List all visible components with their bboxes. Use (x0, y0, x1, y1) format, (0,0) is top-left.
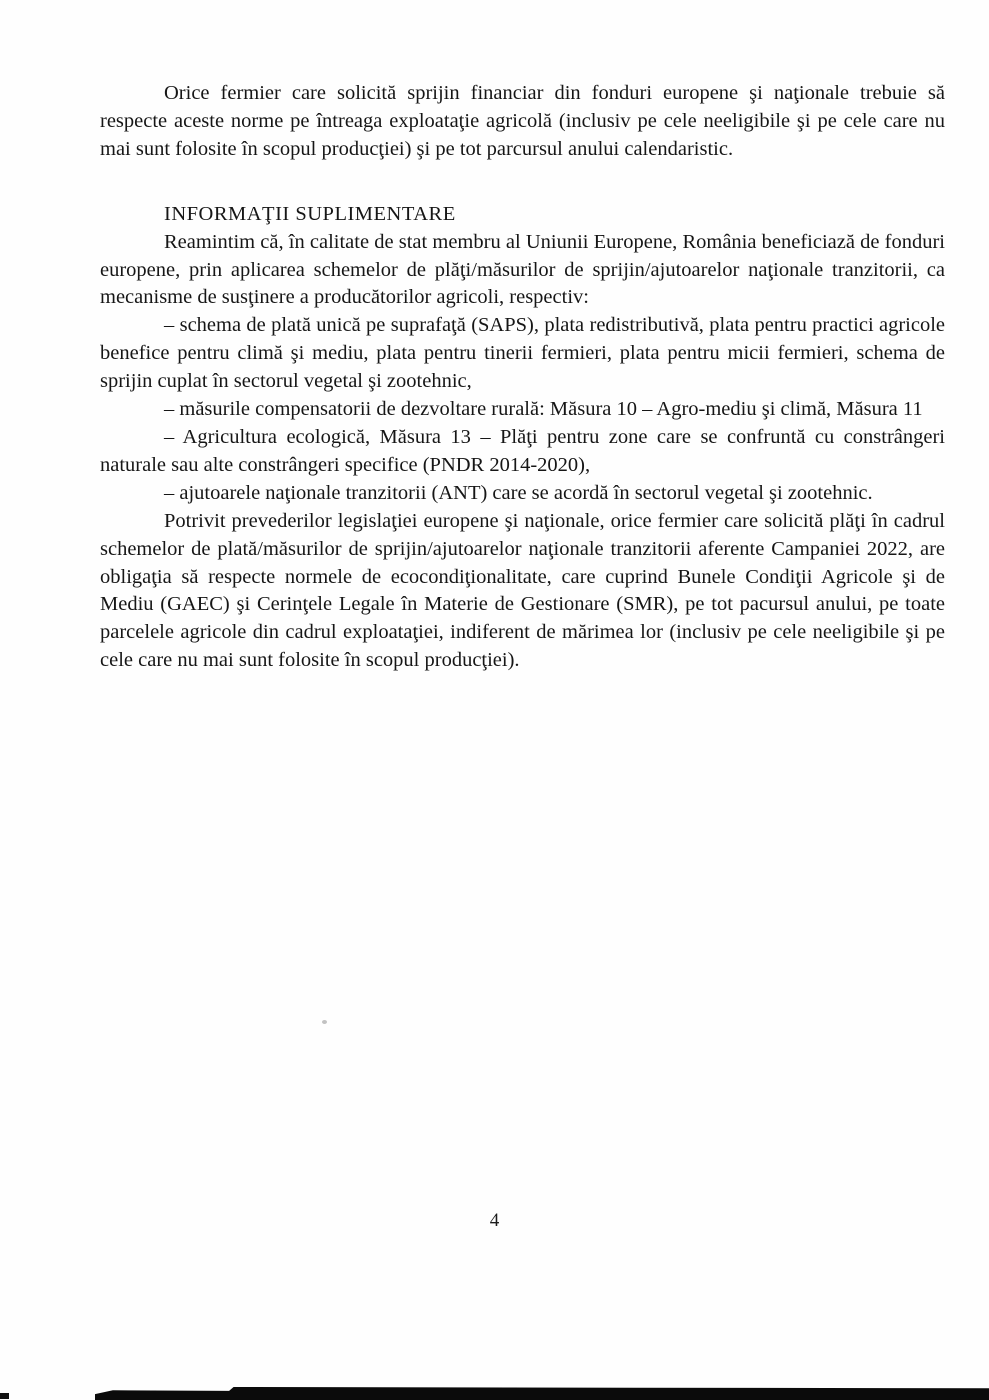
paragraph-intro: Orice fermier care solicită sprijin financiar din fonduri europene şi naţionale trebuie să respecte aceste norme pe întreaga exploataţie agricolă (inclusiv pe cele neeligibile şi pe cele care nu mai sunt folosite în scopul producţiei) şi pe tot parcursul anului calendaristic. (100, 82, 945, 160)
scan-artifact-speck (0, 1393, 9, 1399)
list-item-ant: – ajutoarele naţionale tranzitorii (ANT) care se acordă în sectorul vegetal şi zootehnic. (164, 481, 873, 504)
paragraph-potrivit: Potrivit prevederilor legislaţiei europene şi naţionale, orice fermier care solicită plăţi în cadrul schemelor de plată/măsurilor de sprijin/ajutoarelor naţionale tranzitorii aferente Campaniei 2022, are obligaţia să respecte normele de ecocondiţionalitate, care cuprind Bunele Condiţii Agricole şi de Mediu (GAEC) şi Cerinţele Legale în Materie de Gestionare (SMR), pe tot pacursul anului, pe toate parcelele agricole din cadrul exploataţiei, indiferent de mărimea lor (inclusiv pe cele neeligibile şi pe cele care nu mai sunt folosite în scopul producţiei). (100, 509, 945, 672)
scan-noise-dot (322, 1020, 327, 1024)
page-number: 4 (489, 1210, 500, 1231)
section-heading: INFORMAŢII SUPLIMENTARE (164, 202, 456, 225)
list-item-saps: – schema de plată unică pe suprafaţă (SAPS), plata redistributivă, plata pentru practici agricole benefice pentru climă şi mediu, plata pentru tinerii fermieri, plata pentru micii fermieri, schema de sprijin cuplat în sectorul vegetal şi zootehnic, (100, 314, 945, 393)
list-item-masuri-compensatorii: – măsurile compensatorii de dezvoltare rurală: Măsura 10 – Agro-mediu şi climă, Măsura 11 (164, 398, 923, 421)
paragraph-reamintim: Reamintim că, în calitate de stat membru al Uniunii Europene, România beneficiază de fonduri europene, prin aplicarea schemelor de plăţi/măsurilor de sprijin/ajutoarelor naţionale tranzitorii, ca mecanisme de susţinere a producătorilor agricoli, respectiv: (100, 230, 945, 309)
list-item-agricultura-ecologica: – Agricultura ecologică, Măsura 13 – Plăţi pentru zone care se confruntă cu constrângeri naturale sau alte constrângeri specifice (PNDR 2014-2020), (100, 425, 945, 476)
page-body (100, 80, 945, 675)
scan-artifact-bar (95, 1387, 989, 1400)
